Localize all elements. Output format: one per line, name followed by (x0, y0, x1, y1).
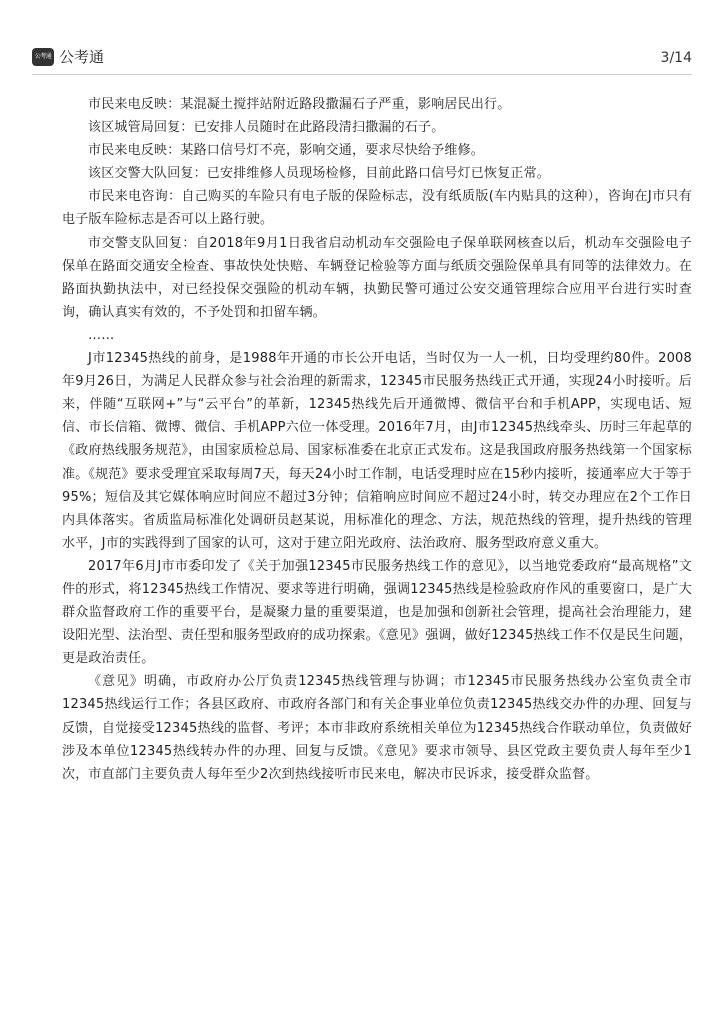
paragraph: 该区交警大队回复：已安排维修人员现场检修，目前此路口信号灯已恢复正常。 (88, 166, 551, 182)
paragraph: 市民来电咨询：自己购买的车险只有电子版的保险标志，没有纸质版(车内贴具的这种），咨询在J市只有电子版车险标志是否可以上路行驶。 (62, 189, 692, 228)
logo-badge-icon: 公考通 (32, 48, 54, 66)
page-number: 3/14 (660, 50, 692, 66)
logo-text: 公考通 (59, 48, 105, 66)
paragraph: 市交警支队回复：自2018年9月1日我省启动机动车交强险电子保单联网核查以后，机动车交强险电子保单在路面交通安全检查、事故快处快赔、车辆登记检验等方面与纸质交强险保单具有同等的法律效力。在路面执勤执法中，对已经投保交强险的机动车辆，执勤民警可通过公安交通管理综合应用平台进行实时查询，确认真实有效的，不予处罚和扣留车辆。 (62, 235, 692, 320)
paragraph: J市12345热线的前身，是1988年开通的市长公开电话，当时仅为一人一机，日均受理约80件。2008年9月26日，为满足人民群众参与社会治理的新需求，12345市民服务热线正式开通，实现24小时接听。后来，伴随“互联网+”与“云平台”的革新，12345热线先后开通微博、微信平台和手机APP，实现电话、短信、市长信箱、微博、微信、手机APP六位一体受理。2016年7月，由J市12345热线牵头、历时三年起草的《政府热线服务规范》，由国家质检总局、国家标准委在北京正式发布。这是我国政府服务热线第一个国家标准。《规范》要求受理宜采取每周7天，每天24小时工作制，电话受理时应在15秒内接听，接通率应大于等于95%；短信及其它媒体响应时间应不超过3分钟；信箱响应时间应不超过24小时，转交办理应在2个工作日内具体落实。省质监局标准化处调研员赵某说，用标准化的理念、方法，规范热线的管理，提升热线的管理水平，J市的实践得到了国家的认可，这对于建立阳光政府、法治政府、服务型政府意义重大。 (62, 351, 692, 551)
page-header (32, 42, 692, 70)
paragraph: 2017年6月J市市委印发了《关于加强12345市民服务热线工作的意见》，以当地党委政府“最高规格”文件的形式，将12345热线工作情况、要求等进行明确，强调12345热线是检验政府作风的重要窗口，是广大群众监督政府工作的重要平台，是凝聚力量的重要渠道，也是加强和创新社会管理，提高社会治理能力，建设阳光型、法治型、责任型和服务型政府的成功探索。《意见》强调，做好12345热线工作不仅是民生问题，更是政治责任。 (62, 558, 692, 667)
header-divider (32, 74, 692, 75)
paragraph: 《意见》明确，市政府办公厅负责12345热线管理与协调；市12345市民服务热线办公室负责全市12345热线运行工作；各县区政府、市政府各部门和有关企事业单位负责12345热线交办件的办理、回复与反馈，自觉接受12345热线的监督、考评；本市非政府系统相关单位为12345热线合作联动单位，负责做好涉及本单位12345热线转办件的办理、回复与反馈。《意见》要求市领导、县区党政主要负责人每年至少1次，市直部门主要负责人每年至少2次到热线接听市民来电，解决市民诉求，接受群众监督。 (62, 674, 692, 782)
paragraph: 市民来电反映：某路口信号灯不亮，影响交通，要求尽快给予维修。 (88, 143, 485, 159)
paragraph: 该区城管局回复：已安排人员随时在此路段清扫撒漏的石子。 (88, 120, 445, 136)
logo (32, 46, 104, 67)
document-body (62, 93, 692, 786)
paragraph: 市民来电反映：某混凝土搅拌站附近路段撒漏石子严重，影响居民出行。 (88, 97, 511, 112)
ellipsis: …… (88, 327, 115, 343)
